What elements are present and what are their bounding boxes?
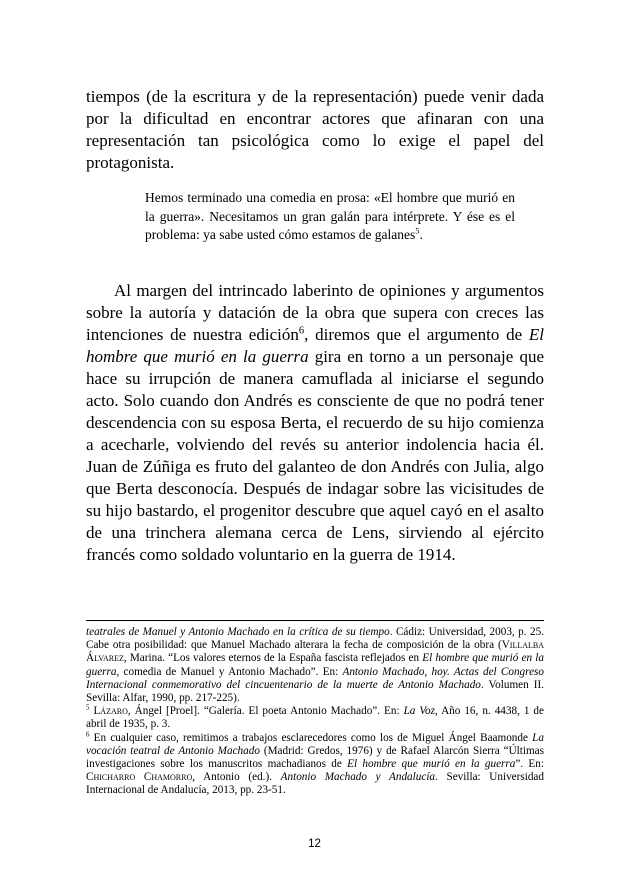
footnote-separator [86,620,544,621]
paragraph-2-text-c: gira en torno a un personaje que hace su irrupción de manera camuflada al iniciarse el segundo acto. Solo cuando don Andrés es consciente de que no podrá tener descendencia con su esposa Berta, el recuerdo de su hijo comienza a acecharle, volviendo del revés su anterior indolencia hacia él. Juan de Zúñiga es fruto del galanteo de don Andrés con Julia, algo que Berta desconocía. Después de indagar sobre las vicisitudes de su hijo bastardo, el progenitor descubre que aquel cayó en el asalto de una trinchera alemana cerca de Lens, sirviendo al ejército francés como soldado voluntario en la guerra de 1914. [86,347,544,564]
author-name: Chicharro Chamorro [86,771,193,784]
paragraph-1-text: tiempos (de la escritura y de la representación) puede venir dada por la dificultad en encontrar actores que afinaran con una representación tan psicológica como lo exige el papel del protagonista. [86,87,544,172]
footnote-text: , Antonio (ed.). [192,771,281,784]
footnote-italic: La vocación teatral de Antonio Machado [86,731,544,757]
author-name: Villalba Álvarez [86,639,544,665]
footnote-number: 5 [86,703,90,712]
footnote-5 [86,705,544,731]
footnote-continuation [86,626,544,705]
footnote-ref-6[interactable]: 6 [298,325,305,337]
footnote-italic: El hombre que murió en la guerra [347,758,516,771]
footnote-text: ”. En: [515,758,544,771]
footnote-italic: Antonio Machado, hoy. Actas del Congreso Internacional conmemorativo del cincuentenario de la muerte de Antonio Machado [86,665,544,691]
footnote-text: , Ángel [Proel]. “Galería. El poeta Antonio Machado”. En: [127,705,404,718]
footnote-italic: La Voz [403,705,435,718]
paragraph-2-text-a: Al margen del intrincado laberinto de opiniones y argumentos sobre la autoría y datación de la obra que supera con creces las intenciones de nuestra edición [86,281,544,344]
footnote-text: , comedia de Manuel y Antonio Machado”. En: [116,665,343,678]
work-title: El hombre que murió en la guerra [86,325,544,366]
footnote-text: . Sevilla: Universidad Internacional de Andalucía, 2013, pp. 23-51. [86,771,544,797]
body-paragraph-2 [86,280,544,566]
body-paragraph-1 [86,86,544,174]
block-quote [145,189,515,245]
paragraph-2-text-b: , diremos que el argumento de [304,325,529,344]
footnotes [86,626,544,798]
quote-text: Hemos terminado una comedia en prosa: «El hombre que murió en la guerra». Necesitamos un gran galán para intérprete. Y ése es el problema: ya sabe usted cómo estamos de galanes [145,190,515,242]
footnote-text: , Año 16, n. 4438, 1 de abril de 1935, p. 3. [86,705,544,731]
author-name: Lázaro [93,705,128,718]
quote-end-punctuation: . [419,227,423,242]
footnote-text: (Madrid: Gredos, 1976) y de Rafael Alarcón Sierra “Últimas investigaciones sobre los manuscritos machadianos de [86,744,545,771]
footnote-text: , Marina. “Los valores eternos de la España fascista reflejados en [123,652,423,665]
footnote-number: 6 [86,729,90,738]
footnote-italic: teatrales de Manuel y Antonio Machado en la crítica de su tiempo [86,626,390,638]
page-number: 12 [308,838,321,850]
footnote-italic: Antonio Machado y Andalucía [280,771,436,784]
footnote-6 [86,729,545,798]
footnote-italic: El hombre que murió en la guerra [86,652,544,678]
footnote-text: . Cádiz: Universidad, 2003, p. 25. Cabe otra posibilidad: que Manuel Machado alterara la fecha de composición de la obra ( [86,626,544,652]
footnote-text: . Volumen II. Sevilla: Alfar, 1990, pp. 217-225). [86,678,544,705]
footnote-text: En cualquier caso, remitimos a trabajos esclarecedores como los de Miguel Ángel Baamonde [89,731,533,744]
footnote-ref-5[interactable]: 5 [415,226,420,236]
